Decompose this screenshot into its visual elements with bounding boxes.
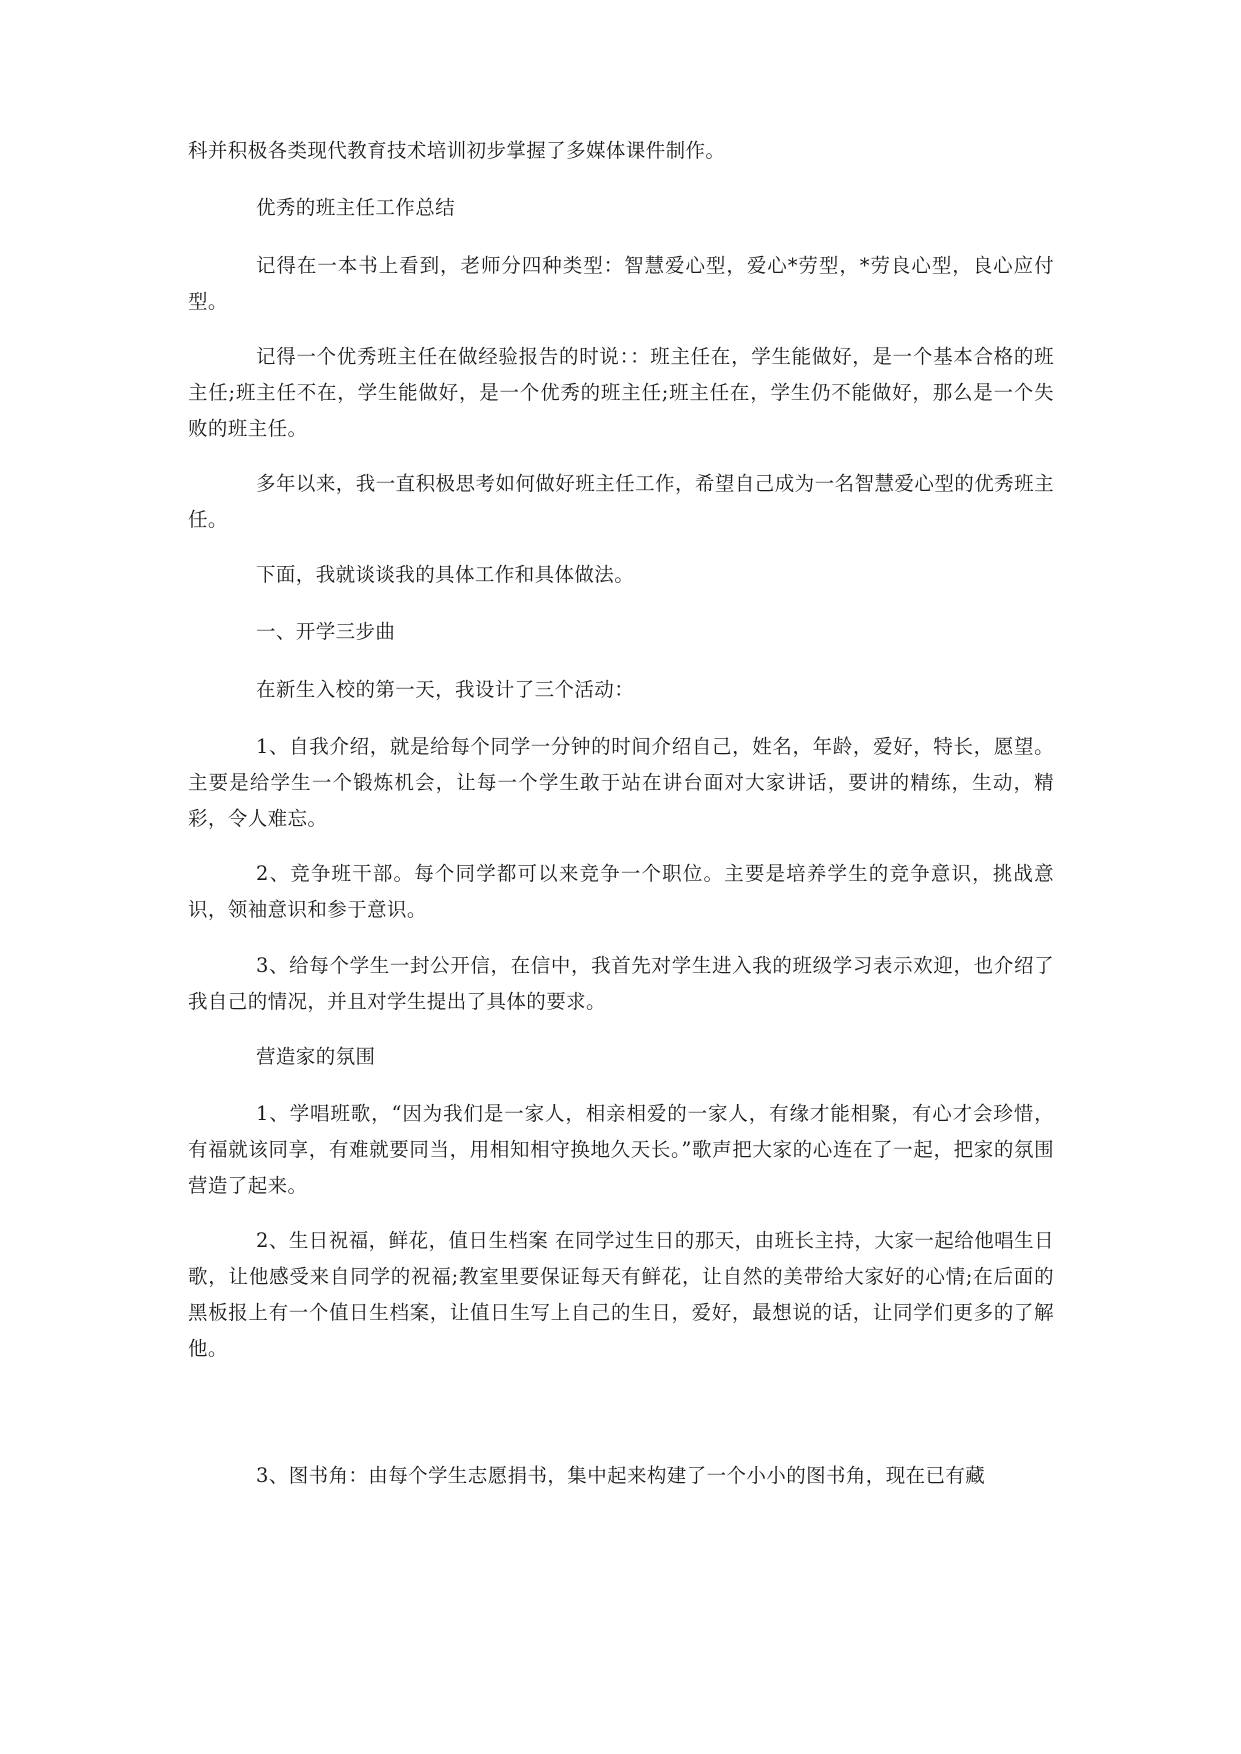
paragraph-experience-report: 记得一个优秀班主任在做经验报告的时说：：班主任在，学生能做好，是一个基本合格的班主任;班主任不在，学生能做好，是一个优秀的班主任;班主任在，学生仍不能做好，那么是一个失败的班主任。 [188, 345, 1054, 440]
section-heading-home-atmosphere: 营造家的氛围 [256, 1045, 376, 1068]
paragraph-years-reflection: 多年以来，我一直积极思考如何做好班主任工作，希望自己成为一名智慧爱心型的优秀班主任。 [188, 472, 1054, 531]
list-item-book-corner: 3、图书角：由每个学生志愿捐书，集中起来构建了一个小小的图书角，现在已有藏 [256, 1464, 986, 1487]
paragraph-continuation: 科并积极各类现代教育技术培训初步掌握了多媒体课件制作。 [188, 139, 726, 162]
list-item-class-cadre: 2、竞争班干部。每个同学都可以来竞争一个职位。主要是培养学生的竞争意识，挑战意识，领袖意识和参于意识。 [188, 862, 1054, 921]
list-item-self-intro: 1、自我介绍，就是给每个同学一分钟的时间介绍自己，姓名，年龄，爱好，特长，愿望。主要是给学生一个锻炼机会，让每一个学生敢于站在讲台面对大家讲话，要讲的精练，生动，精彩，令人难忘。 [188, 735, 1054, 830]
section-heading-three-steps: 一、开学三步曲 [256, 620, 396, 643]
paragraph-teacher-types: 记得在一本书上看到，老师分四种类型：智慧爱心型，爱心*劳型，*劳良心型，良心应付型。 [188, 254, 1054, 313]
section-heading-summary: 优秀的班主任工作总结 [256, 196, 456, 219]
paragraph-intro-methods: 下面，我就谈谈我的具体工作和具体做法。 [256, 563, 635, 586]
list-item-open-letter: 3、给每个学生一封公开信，在信中，我首先对学生进入我的班级学习表示欢迎，也介绍了我自己的情况，并且对学生提出了具体的要求。 [188, 954, 1054, 1013]
list-item-birthday: 2、生日祝福，鲜花，值日生档案 在同学过生日的那天，由班长主持，大家一起给他唱生日歌，让他感受来自同学的祝福;教室里要保证每天有鲜花，让自然的美带给大家好的心情;在后面的黑板报上有一个值日生档案，让值日生写上自己的生日，爱好，最想说的话，让同学们更多的了解他。 [188, 1229, 1054, 1360]
paragraph-first-day: 在新生入校的第一天，我设计了三个活动： [256, 678, 635, 701]
list-item-class-song: 1、学唱班歌，“因为我们是一家人，相亲相爱的一家人，有缘才能相聚，有心才会珍惜，有福就该同享，有难就要同当，用相知相守换地久天长。”歌声把大家的心连在了一起，把家的氛围营造了起来。 [188, 1102, 1054, 1197]
